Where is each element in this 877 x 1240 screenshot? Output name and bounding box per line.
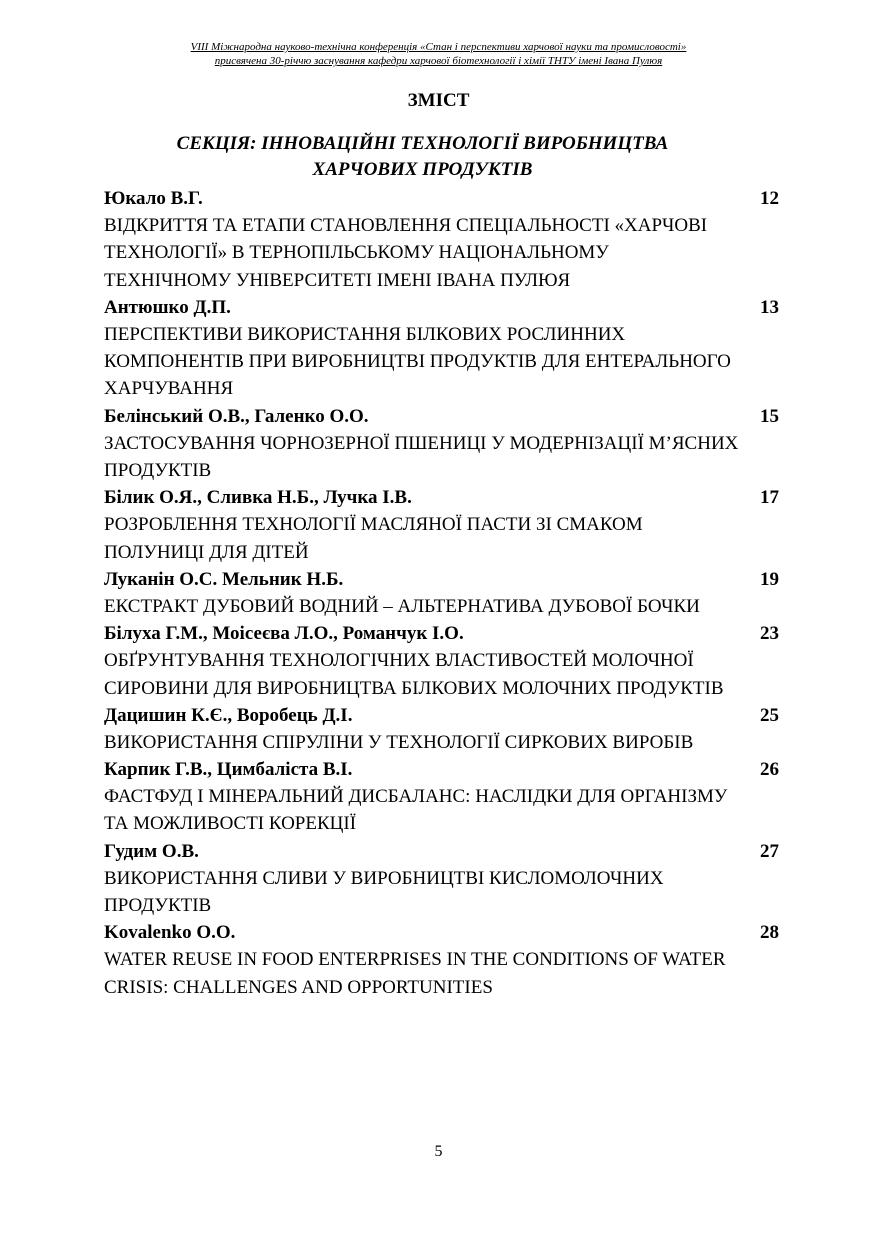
entry-title: WATER REUSE IN FOOD ENTERPRISES IN THE CONDITIONS OF WATER CRISIS: CHALLENGES AND OPPORTUNITIES bbox=[104, 949, 726, 998]
toc-entries bbox=[104, 185, 779, 1001]
entry-header bbox=[104, 702, 779, 729]
entry-header bbox=[104, 403, 779, 430]
entry-authors: Карпик Г.В., Цимбаліста В.І. bbox=[104, 759, 353, 781]
page-number: 5 bbox=[434, 1143, 443, 1160]
entry-header bbox=[104, 185, 779, 212]
toc-entry[interactable] bbox=[104, 702, 779, 756]
toc-entry[interactable] bbox=[104, 185, 779, 294]
entry-header bbox=[104, 566, 779, 593]
toc-entry[interactable] bbox=[104, 620, 779, 702]
toc-entry[interactable] bbox=[104, 403, 779, 485]
entry-title: ПЕРСПЕКТИВИ ВИКОРИСТАННЯ БІЛКОВИХ РОСЛИННИХ КОМПОНЕНТІВ ПРИ ВИРОБНИЦТВІ ПРОДУКТІВ ДЛЯ ЕНТЕРАЛЬНОГО ХАРЧУВАННЯ bbox=[104, 323, 731, 400]
entry-title: ФАСТФУД І МІНЕРАЛЬНИЙ ДИСБАЛАНС: НАСЛІДКИ ДЛЯ ОРГАНІЗМУ ТА МОЖЛИВОСТІ КОРЕКЦІЇ bbox=[104, 786, 728, 835]
entry-authors: Антюшко Д.П. bbox=[104, 296, 231, 318]
entry-header bbox=[104, 838, 779, 865]
entry-authors: Юкало В.Г. bbox=[104, 188, 203, 209]
entry-page[interactable]: 26 bbox=[760, 759, 779, 781]
entry-authors: Білуха Г.М., Моісеєва Л.О., Романчук І.О. bbox=[104, 623, 464, 645]
entry-page[interactable]: 23 bbox=[760, 623, 779, 645]
toc-entry[interactable] bbox=[104, 919, 779, 1001]
entry-page[interactable]: 12 bbox=[760, 188, 779, 209]
entry-header bbox=[104, 294, 779, 321]
section-title-line-1: СЕКЦІЯ: ІННОВАЦІЙНІ ТЕХНОЛОГІЇ ВИРОБНИЦТВА bbox=[176, 133, 669, 154]
entry-title: РОЗРОБЛЕННЯ ТЕХНОЛОГІЇ МАСЛЯНОЇ ПАСТИ ЗІ СМАКОМ ПОЛУНИЦІ ДЛЯ ДІТЕЙ bbox=[104, 514, 643, 563]
running-header bbox=[0, 40, 877, 68]
section-title-line-2: ХАРЧОВИХ ПРОДУКТІВ bbox=[312, 159, 533, 180]
header-line-2: присвячена 30-річчю заснування кафедри харчової біотехнології і хімії ТНТУ імені Івана Пулюя bbox=[214, 55, 663, 67]
entry-page[interactable]: 28 bbox=[760, 922, 779, 944]
entry-page[interactable]: 15 bbox=[760, 405, 779, 427]
entry-page[interactable]: 25 bbox=[760, 704, 779, 726]
entry-title: ЕКСТРАКТ ДУБОВИЙ ВОДНИЙ – АЛЬТЕРНАТИВА ДУБОВОЇ БОЧКИ bbox=[104, 595, 700, 617]
entry-header bbox=[104, 620, 779, 647]
toc-entry[interactable] bbox=[104, 484, 779, 566]
entry-title: ВИКОРИСТАННЯ СПІРУЛІНИ У ТЕХНОЛОГІЇ СИРКОВИХ ВИРОБІВ bbox=[104, 731, 694, 753]
toc-entry[interactable] bbox=[104, 566, 779, 620]
entry-page[interactable]: 19 bbox=[760, 568, 779, 590]
toc-entry[interactable] bbox=[104, 838, 779, 920]
entry-authors: Kovalenko O.O. bbox=[104, 922, 236, 944]
header-line-1: VIII Міжнародна науково-технічна конференція «Стан і перспективи харчової науки та промисловості» bbox=[190, 41, 687, 53]
toc-title: ЗМІСТ bbox=[407, 90, 470, 111]
entry-authors: Гудим О.В. bbox=[104, 840, 199, 862]
entry-page[interactable]: 27 bbox=[760, 840, 779, 862]
entry-title: ВІДКРИТТЯ ТА ЕТАПИ СТАНОВЛЕННЯ СПЕЦІАЛЬНОСТІ «ХАРЧОВІ ТЕХНОЛОГІЇ» В ТЕРНОПІЛЬСЬКОМУ НАЦІОНАЛЬНОМУ ТЕХНІЧНОМУ УНІВЕРСИТЕТІ ІМЕНІ ІВАНА ПУЛЮЯ bbox=[104, 215, 708, 291]
entry-page[interactable]: 13 bbox=[760, 296, 779, 318]
toc-entry[interactable] bbox=[104, 294, 779, 403]
entry-title: ЗАСТОСУВАННЯ ЧОРНОЗЕРНОЇ ПШЕНИЦІ У МОДЕРНІЗАЦІЇ М’ЯСНИХ ПРОДУКТІВ bbox=[104, 432, 739, 482]
entry-header bbox=[104, 919, 779, 946]
entry-authors: Луканін О.С. Мельник Н.Б. bbox=[104, 568, 344, 590]
entry-authors: Белінський О.В., Галенко О.О. bbox=[104, 405, 369, 427]
entry-page[interactable]: 17 bbox=[760, 487, 779, 509]
toc-entry[interactable] bbox=[104, 756, 779, 838]
entry-authors: Білик О.Я., Сливка Н.Б., Лучка І.В. bbox=[104, 487, 412, 509]
entry-authors: Дацишин К.Є., Воробець Д.І. bbox=[104, 704, 353, 726]
entry-header bbox=[104, 484, 779, 511]
section-title bbox=[100, 131, 745, 183]
entry-title: ОБҐРУНТУВАННЯ ТЕХНОЛОГІЧНИХ ВЛАСТИВОСТЕЙ МОЛОЧНОЇ СИРОВИНИ ДЛЯ ВИРОБНИЦТВА БІЛКОВИХ МОЛОЧНИХ ПРОДУКТІВ bbox=[104, 650, 724, 699]
entry-header bbox=[104, 756, 779, 783]
entry-title: ВИКОРИСТАННЯ СЛИВИ У ВИРОБНИЦТВІ КИСЛОМОЛОЧНИХ ПРОДУКТІВ bbox=[104, 867, 664, 917]
